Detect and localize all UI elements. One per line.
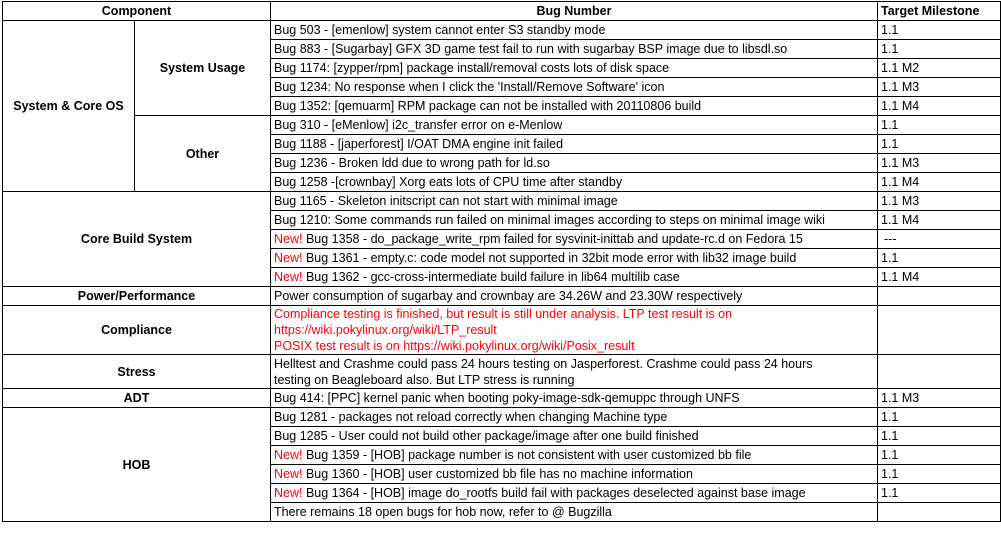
header-bug-number: Bug Number	[271, 2, 878, 21]
new-badge: New!	[274, 448, 303, 462]
bug-cell: Bug 310 - [eMenlow] i2c_transfer error on e-Menlow	[271, 116, 878, 135]
table-row	[3, 21, 1001, 40]
bug-cell	[271, 427, 878, 446]
bug-cell	[271, 268, 878, 287]
stress-text	[271, 355, 878, 389]
new-badge: New!	[274, 232, 303, 246]
milestone-cell: 1.1 M3	[878, 154, 1001, 173]
milestone-cell: 1.1	[878, 408, 1001, 427]
bug-cell: Bug 1236 - Broken ldd due to wrong path for ld.so	[271, 154, 878, 173]
table-row	[3, 192, 1001, 211]
bug-cell: Bug 1174: [zypper/rpm] package install/removal costs lots of disk space	[271, 59, 878, 78]
milestone-cell: 1.1	[878, 21, 1001, 40]
bug-text: Bug 1165 - Skeleton initscript can not start with minimal image	[274, 194, 618, 208]
bug-cell: Bug 1258 -[crownbay] Xorg eats lots of CPU time after standby	[271, 173, 878, 192]
power-text: Power consumption of sugarbay and crownbay are 34.26W and 23.30W respectively	[271, 287, 878, 306]
component-core-build-system: Core Build System	[3, 192, 271, 287]
milestone-cell: 1.1	[878, 135, 1001, 154]
bug-cell: Bug 1352: [qemuarm] RPM package can not be installed with 20110806 build	[271, 97, 878, 116]
milestone-cell: 1.1	[878, 249, 1001, 268]
bug-cell	[271, 249, 878, 268]
milestone-cell: 1.1 M4	[878, 211, 1001, 230]
bug-status-table	[2, 1, 1001, 522]
stress-line: Helltest and Crashme could pass 24 hours testing on Jasperforest. Crashme could pass 24 hours	[274, 356, 813, 371]
header-row	[3, 2, 1001, 21]
bug-text: Bug 1359 - [HOB] package number is not consistent with user customized bb file	[302, 448, 752, 462]
bug-cell: Bug 1188 - [japerforest] I/OAT DMA engine init failed	[271, 135, 878, 154]
bug-text: Bug 1358 - do_package_write_rpm failed for sysvinit-inittab and update-rc.d on Fedora 15	[302, 232, 803, 246]
stress-line: testing on Beagleboard also. But LTP stress is running	[274, 372, 575, 387]
bug-cell	[271, 408, 878, 427]
component-power-performance: Power/Performance	[3, 287, 271, 306]
hob-note: There remains 18 open bugs for hob now, refer to @ Bugzilla	[271, 503, 878, 522]
milestone-cell: 1.1	[878, 40, 1001, 59]
bug-text: Bug 1364 - [HOB] image do_rootfs build fail with packages deselected against base image	[302, 486, 806, 500]
milestone-cell: 1.1	[878, 427, 1001, 446]
component-compliance: Compliance	[3, 306, 271, 355]
bug-text: Bug 1360 - [HOB] user customized bb file has no machine information	[302, 467, 693, 481]
component-system-core-os: System & Core OS	[3, 21, 135, 192]
new-badge: New!	[274, 270, 303, 284]
milestone-cell	[878, 503, 1001, 522]
bug-text: Bug 1281 - packages not reload correctly when changing Machine type	[274, 410, 668, 424]
bug-cell	[271, 230, 878, 249]
posix-result-line[interactable]: POSIX test result is on https://wiki.pokylinux.org/wiki/Posix_result	[274, 339, 635, 353]
bug-cell	[271, 484, 878, 503]
bug-cell: Bug 1234: No response when I click the 'Install/Remove Software' icon	[271, 78, 878, 97]
bug-cell	[271, 211, 878, 230]
milestone-cell: 1.1	[878, 465, 1001, 484]
compliance-line: Compliance testing is finished, but result is still under analysis. LTP test result is on	[274, 307, 733, 321]
table-row	[3, 116, 1001, 135]
milestone-cell: 1.1 M4	[878, 97, 1001, 116]
milestone-cell: 1.1 M3	[878, 192, 1001, 211]
bug-cell: Bug 883 - [Sugarbay] GFX 3D game test fail to run with sugarbay BSP image due to libsdl.so	[271, 40, 878, 59]
new-badge: New!	[274, 486, 303, 500]
bug-text: Bug 1285 - User could not build other package/image after one build finished	[274, 429, 699, 443]
milestone-cell: 1.1 M2	[878, 59, 1001, 78]
bug-cell: Bug 414: [PPC] kernel panic when booting poky-image-sdk-qemuppc through UNFS	[271, 389, 878, 408]
header-target-milestone: Target Milestone	[878, 2, 1001, 21]
milestone-cell: 1.1 M3	[878, 78, 1001, 97]
milestone-cell	[878, 355, 1001, 389]
table-row	[3, 306, 1001, 355]
bug-text: Bug 1361 - empty.c: code model not supported in 32bit mode error with lib32 image build	[302, 251, 797, 265]
bug-text: Bug 1210: Some commands run failed on minimal images according to steps on minimal image wiki	[274, 213, 825, 227]
table-row	[3, 408, 1001, 427]
milestone-cell: 1.1 M4	[878, 268, 1001, 287]
milestone-cell: ---	[878, 230, 1001, 249]
bug-cell	[271, 446, 878, 465]
component-hob: HOB	[3, 408, 271, 522]
bug-cell: Bug 503 - [emenlow] system cannot enter S3 standby mode	[271, 21, 878, 40]
milestone-cell: 1.1 M4	[878, 173, 1001, 192]
milestone-cell: 1.1	[878, 116, 1001, 135]
new-badge: New!	[274, 251, 303, 265]
table-row	[3, 355, 1001, 389]
table-row	[3, 287, 1001, 306]
milestone-cell: 1.1 M3	[878, 389, 1001, 408]
bug-cell	[271, 465, 878, 484]
milestone-cell: 1.1	[878, 484, 1001, 503]
milestone-cell	[878, 287, 1001, 306]
component-stress: Stress	[3, 355, 271, 389]
component-adt: ADT	[3, 389, 271, 408]
milestone-cell: 1.1	[878, 446, 1001, 465]
milestone-cell	[878, 306, 1001, 355]
ltp-result-link[interactable]: https://wiki.pokylinux.org/wiki/LTP_result	[274, 323, 497, 337]
new-badge: New!	[274, 467, 303, 481]
table-row	[3, 389, 1001, 408]
subcomponent-system-usage: System Usage	[135, 21, 271, 116]
compliance-text	[271, 306, 878, 355]
bug-cell	[271, 192, 878, 211]
header-component: Component	[3, 2, 271, 21]
bug-text: Bug 1362 - gcc-cross-intermediate build failure in lib64 multilib case	[302, 270, 680, 284]
subcomponent-other: Other	[135, 116, 271, 192]
